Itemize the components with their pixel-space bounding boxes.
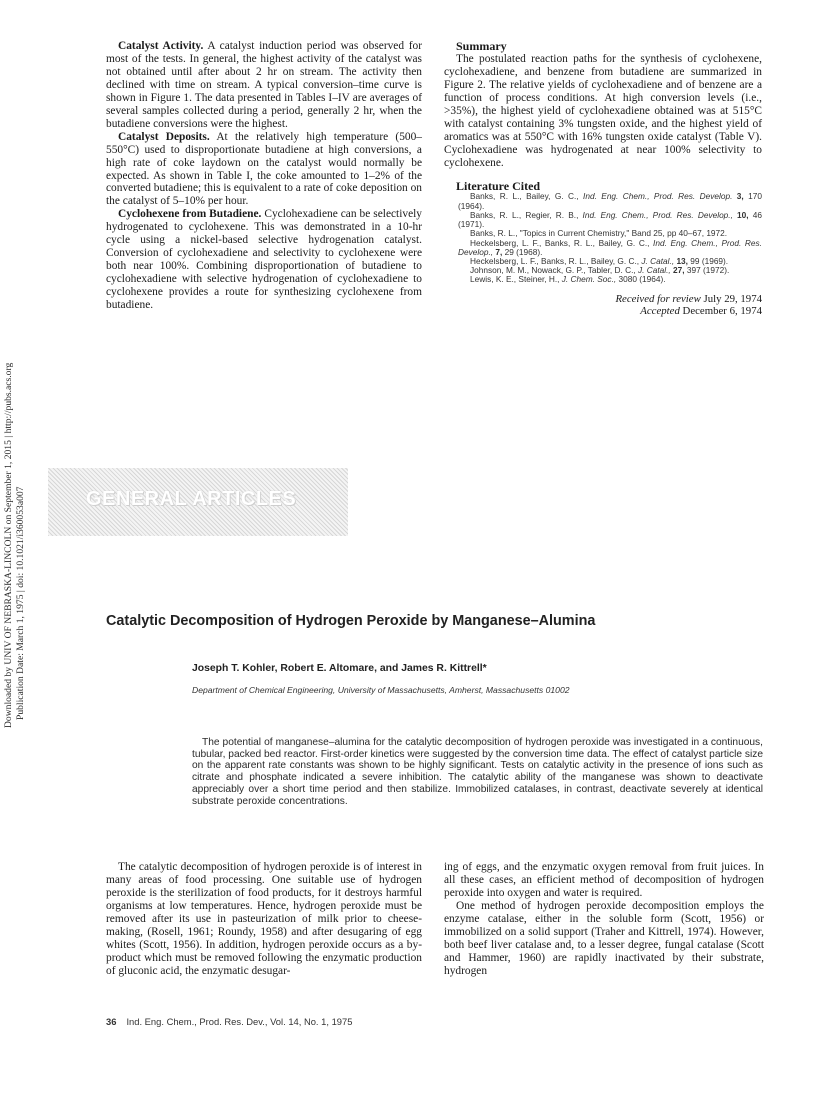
reference-list [444, 192, 762, 284]
cyclohexene-text: Cyclohexadiene can be selectively hydrogenated to cyclohexene. This was demonstrated in a 10-hr cycle using a nickel-based selective hydrogenation catalyst. Conversion of cyclohexadiene and selectivity to cyclohexene were both near 100%. Combining disproportionation of butadiene to cyclohexadiene with selective hydrogenation of cyclohexadiene to cyclohexene provides a route for synthesizing cyclohexene from butadiene. [106, 208, 422, 312]
received-date: July 29, 1974 [703, 292, 762, 305]
catalyst-activity-heading: Catalyst Activity. [118, 40, 204, 52]
download-info-line: Downloaded by UNIV OF NEBRASKA-LINCOLN on September 1, 2015 | http://pubs.acs.org [3, 362, 14, 728]
summary-heading: Summary [456, 39, 507, 53]
literature-cited-heading: Literature Cited [456, 178, 541, 193]
download-sidebar [1, 250, 37, 730]
received-note [444, 293, 762, 318]
page-footer [106, 1016, 352, 1027]
abstract-text: The potential of manganese–alumina for the catalytic decomposition of hydrogen peroxide was investigated in a continuous, tubular, packed bed reactor. First-order kinetics were suggested by the conversion time data. The effect of catalyst particle size on the apparent rate constants was shown to be highly significant. Tests on catalytic activity in the presence of ions such as citrate and phosphate indicated a severe inhibition. The catalytic ability of the manganese was shown to deactivate appreciably over a short time period and then stabilize. Immobilized catalases, in contrast, deactivate severely at identical substrate peroxide concentrations. [192, 737, 763, 807]
summary-text: The postulated reaction paths for the synthesis of cyclohexene, cyclohexadiene, and benzene from butadiene are summarized in Figure 2. The relative yields of cyclohexadiene and of benzene are a function of process conditions. At high conversion levels (i.e., >35%), the highest yield of cyclohexadiene obtained was at 515°C with catalyst containing 3% tungsten oxide, and the highest yield of aromatics was at 550°C with 16% tungsten oxide catalyst (Table V). Cyclohexadiene was hydrogenated at near 100% selectivity to cyclohexene. [444, 52, 762, 169]
catalyst-deposits-paragraph [106, 131, 422, 209]
body-left-column [106, 861, 422, 978]
accepted-date: December 6, 1974 [682, 305, 762, 318]
reference-item: Lewis, K. E., Steiner, H., J. Chem. Soc., 3080 (1964). [470, 274, 666, 285]
right-column [444, 40, 762, 318]
body-paragraph: The catalytic decomposition of hydrogen peroxide is of interest in many areas of food processing. One suitable use of hydrogen peroxide is the sterilization of food products, for it destroys harmful organisms at low temperatures. Hence, hydrogen peroxide must be removed after its use in pasteurization of milk prior to cheese-making, (Rosell, 1961; Roundy, 1958) and after desugaring of egg whites (Scott, 1956). In addition, hydrogen peroxide occurs as a by-product which must be removed following the enzymatic production of gluconic acid, the enzymatic desugar- [106, 861, 422, 977]
accepted-label: Accepted [640, 305, 680, 318]
section-banner-text: GENERAL ARTICLES [86, 488, 297, 510]
cyclohexene-heading: Cyclohexene from Butadiene. [118, 208, 262, 221]
page-number: 36 [106, 1016, 117, 1027]
article-title: Catalytic Decomposition of Hydrogen Peroxide by Manganese–Alumina [106, 613, 596, 629]
reference-item: Banks, R. L., Bailey, G. C., Ind. Eng. Chem., Prod. Res. Develop. 3, 170 (1964). [458, 191, 762, 211]
body-paragraph: One method of hydrogen peroxide decomposition employs the enzyme catalase, either in the soluble form (Scott, 1956) or immobilized on a solid support (Traher and Kittrell, 1974). However, both beef liver catalase and, to a lesser degree, fungal catalase (Scott and Hammer, 1960) are rapidly inactivated by their substrate, hydrogen [444, 899, 764, 977]
publication-info-line: Publication Date: March 1, 1975 | doi: 10.1021/i360053a007 [15, 486, 26, 720]
body-paragraph: ing of eggs, and the enzymatic oxygen removal from fruit juices. In all these cases, an efficient method of decomposition of hydrogen peroxide into oxygen and water is required. [444, 861, 764, 899]
reference-item: Johnson, M. M., Nowack, G. P., Tabler, D. C., J. Catal., 27, 397 (1972). [470, 265, 730, 276]
abstract [192, 737, 763, 807]
catalyst-deposits-text: At the relatively high temperature (500–550°C) used to disproportionate butadiene at high conversions, a high rate of coke laydown on the catalyst would normally be expected. As shown in Table I, the coke amounted to 1–2% of the converted butadiene; this is equivalent to a rate of coke deposition on the catalyst of 5–10% per hour. [106, 130, 423, 208]
reference-item: Heckelsberg, L. F., Banks, R. L., Bailey, G. C., J. Catal., 13, 99 (1969). [470, 255, 729, 266]
reference-item: Banks, R. L., Regier, R. B., Ind. Eng. Chem., Prod. Res. Develop., 10, 46 (1971). [458, 209, 762, 230]
catalyst-activity-paragraph [106, 40, 422, 131]
article-affiliation: Department of Chemical Engineering, University of Massachusetts, Amherst, Massachusetts 01002 [192, 685, 570, 695]
catalyst-activity-text: A catalyst induction period was observed for most of the tests. In general, the highest activity of the catalyst was not obtained until after about 2 hr on stream. The activity then declined with time on stream. A typical conversion–time curve is shown in Figure 1. The data presented in Tables I–IV are averages of several samples collected during a period, generally 2 hr, when the butadiene conversions were the highest. [106, 40, 423, 130]
cyclohexene-paragraph [106, 208, 422, 312]
left-column [106, 40, 422, 312]
journal-citation: Ind. Eng. Chem., Prod. Res. Dev., Vol. 14, No. 1, 1975 [126, 1016, 353, 1027]
catalyst-deposits-heading: Catalyst Deposits. [118, 130, 210, 143]
received-label: Received for review [615, 292, 701, 305]
reference-item: Banks, R. L., "Topics in Current Chemistry," Band 25, pp 40–67, 1972. [470, 228, 728, 239]
article-authors: Joseph T. Kohler, Robert E. Altomare, and James R. Kittrell* [192, 663, 487, 674]
reference-item: Heckelsberg, L. F., Banks, R. L., Bailey, G. C., Ind. Eng. Chem., Prod. Res. Develop., 7, 29 (1968). [458, 237, 762, 257]
body-right-column [444, 861, 764, 978]
